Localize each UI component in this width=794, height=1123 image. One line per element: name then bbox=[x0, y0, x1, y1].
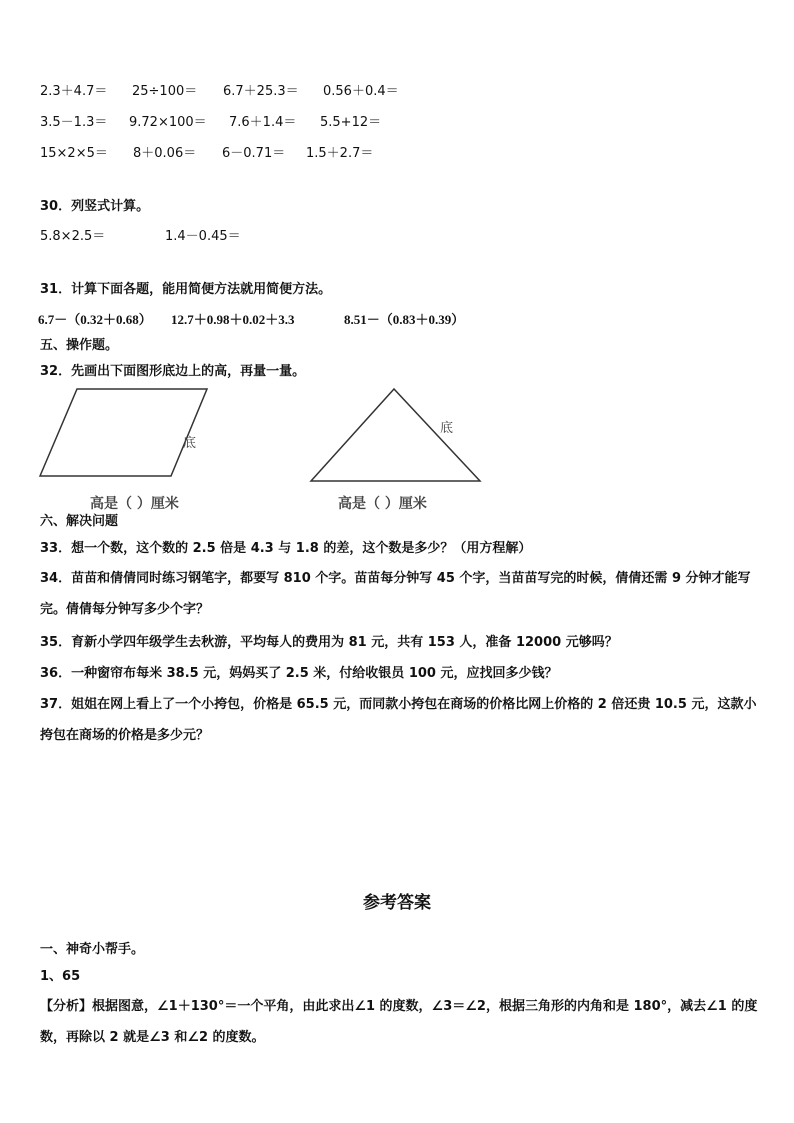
vertical-calc-item: 5.8×2.5＝ bbox=[40, 229, 106, 244]
parallelogram-shape bbox=[40, 389, 207, 476]
simplify-item: 12.7＋0.98＋0.02＋3.3 bbox=[171, 312, 295, 327]
calc-item: 2.3＋4.7＝ bbox=[40, 84, 108, 99]
triangle-figure bbox=[300, 384, 500, 514]
calc-item: 0.56＋0.4＝ bbox=[323, 84, 399, 99]
answer-analysis: 【分析】根据图意，∠1＋130°＝一个平角，由此求出∠1 的度数，∠3＝∠2，根据三角形的内角和是 180°，减去∠1 的度数，再除以 2 就是∠3 和∠2 的度数。 bbox=[40, 999, 758, 1045]
simplify-item: 6.7－（0.32＋0.68） bbox=[38, 312, 152, 327]
calc-item: 5.5+12＝ bbox=[320, 115, 382, 130]
calc-item: 1.5＋2.7＝ bbox=[306, 146, 374, 161]
calc-item: 6－0.71＝ bbox=[222, 146, 286, 161]
section-5-heading: 五、操作题。 bbox=[40, 338, 119, 353]
parallelogram-figure bbox=[30, 384, 230, 514]
calc-item: 25÷100＝ bbox=[132, 84, 198, 99]
answers-title: 参考答案 bbox=[363, 893, 431, 913]
calc-item: 3.5－1.3＝ bbox=[40, 115, 108, 130]
base-label: 底 bbox=[440, 421, 454, 436]
answers-section-1: 一、神奇小帮手。 bbox=[40, 942, 145, 957]
section-6-heading: 六、解决问题 bbox=[40, 514, 119, 529]
problem-33: 33．想一个数，这个数的 2.5 倍是 4.3 与 1.8 的差，这个数是多少？（用方程解） bbox=[40, 541, 532, 556]
problem-34: 34．苗苗和倩倩同时练习钢笔字，都要写 810 个字。苗苗每分钟写 45 个字，当苗苗写完的时候，倩倩还需 9 分钟才能写完。倩倩每分钟写多少个字？ bbox=[40, 571, 751, 617]
problem-35: 35．育新小学四年级学生去秋游，平均每人的费用为 81 元，共有 153 人，准备 12000 元够吗？ bbox=[40, 635, 618, 650]
question-30-title: 30．列竖式计算。 bbox=[40, 199, 150, 214]
calc-row-1 bbox=[0, 83, 794, 101]
calc-row-2 bbox=[0, 114, 794, 132]
triangle-shape bbox=[311, 389, 480, 481]
calc-row-3 bbox=[0, 145, 794, 163]
height-answer-label: 高是（ ）厘米 bbox=[90, 496, 179, 512]
calc-item: 15×2×5＝ bbox=[40, 146, 108, 161]
answer-item-1: 1、65 bbox=[40, 969, 81, 984]
question-31-title: 31．计算下面各题，能用简便方法就用简便方法。 bbox=[40, 282, 332, 297]
simplify-item: 8.51－（0.83＋0.39） bbox=[344, 312, 465, 327]
height-answer-label: 高是（ ）厘米 bbox=[338, 496, 427, 512]
calc-item: 9.72×100＝ bbox=[129, 115, 207, 130]
vertical-calc-item: 1.4－0.45＝ bbox=[165, 229, 241, 244]
question-31-items bbox=[0, 311, 794, 329]
question-30-items bbox=[0, 228, 794, 246]
base-label: 底 bbox=[183, 436, 197, 451]
calc-item: 8＋0.06＝ bbox=[133, 146, 197, 161]
calc-item: 6.7＋25.3＝ bbox=[223, 84, 299, 99]
calc-item: 7.6＋1.4＝ bbox=[229, 115, 297, 130]
question-32-title: 32．先画出下面图形底边上的高，再量一量。 bbox=[40, 364, 306, 379]
problem-37: 37．姐姐在网上看上了一个小挎包，价格是 65.5 元，而同款小挎包在商场的价格比网上价格的 2 倍还贵 10.5 元，这款小挎包在商场的价格是多少元？ bbox=[40, 697, 757, 743]
problem-36: 36．一种窗帘布每米 38.5 元，妈妈买了 2.5 米，付给收银员 100 元，应找回多少钱？ bbox=[40, 666, 558, 681]
